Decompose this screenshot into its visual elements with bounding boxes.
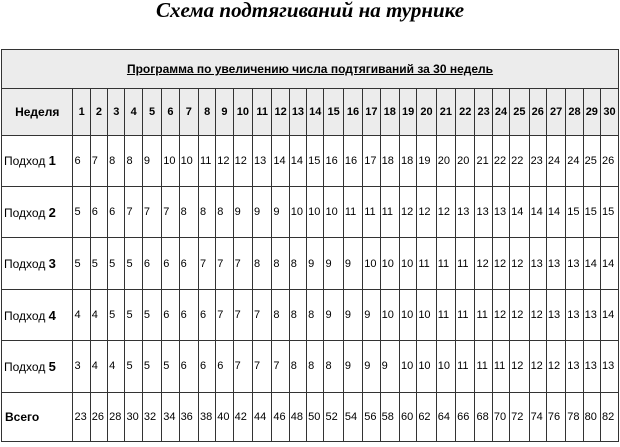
- week-number: 14: [307, 89, 324, 135]
- reps-cell: 5: [73, 238, 90, 289]
- reps-cell: 7: [90, 135, 107, 186]
- reps-cell: 4: [90, 289, 107, 340]
- reps-cell: 13: [546, 238, 565, 289]
- reps-cell: 19: [417, 135, 436, 186]
- reps-cell: 5: [125, 238, 142, 289]
- set-number: 4: [48, 307, 56, 323]
- reps-cell: 14: [510, 187, 529, 238]
- reps-cell: 10: [399, 341, 416, 392]
- total-cell: 52: [324, 392, 343, 441]
- reps-cell: 5: [90, 238, 107, 289]
- total-cell: 76: [546, 392, 565, 441]
- reps-cell: 12: [529, 341, 546, 392]
- reps-cell: 11: [198, 135, 215, 186]
- total-cell: 40: [216, 392, 233, 441]
- set-row: [2, 289, 619, 340]
- total-cell: 38: [198, 392, 215, 441]
- reps-cell: 12: [216, 135, 233, 186]
- total-cell: 72: [510, 392, 529, 441]
- reps-cell: 15: [307, 135, 324, 186]
- reps-cell: 10: [436, 341, 455, 392]
- total-cell: 26: [90, 392, 107, 441]
- reps-cell: 10: [179, 135, 198, 186]
- reps-cell: 25: [583, 135, 600, 186]
- total-cell: 44: [253, 392, 272, 441]
- reps-cell: 8: [253, 238, 272, 289]
- reps-cell: 11: [492, 341, 509, 392]
- reps-cell: 6: [179, 289, 198, 340]
- reps-cell: 12: [510, 238, 529, 289]
- reps-cell: 12: [492, 289, 509, 340]
- reps-cell: 7: [162, 187, 179, 238]
- total-cell: 36: [179, 392, 198, 441]
- reps-cell: 5: [73, 187, 90, 238]
- week-number: 20: [417, 89, 436, 135]
- reps-cell: 7: [233, 238, 252, 289]
- table-caption-cell: [2, 50, 619, 89]
- reps-cell: 13: [566, 238, 583, 289]
- reps-cell: 4: [108, 341, 125, 392]
- reps-cell: 7: [216, 238, 233, 289]
- reps-cell: 5: [125, 341, 142, 392]
- reps-cell: 9: [343, 341, 362, 392]
- reps-cell: 13: [566, 341, 583, 392]
- reps-cell: 9: [363, 341, 380, 392]
- table-caption: Программа по увеличению числа подтягиваний за 30 недель: [126, 62, 494, 77]
- reps-cell: 10: [399, 238, 416, 289]
- pullup-program-table: [1, 49, 619, 442]
- reps-cell: 20: [456, 135, 475, 186]
- set-label-cell: [2, 289, 73, 340]
- reps-cell: 13: [566, 289, 583, 340]
- reps-cell: 10: [417, 341, 436, 392]
- reps-cell: 14: [600, 238, 618, 289]
- reps-cell: 8: [289, 289, 306, 340]
- week-number: 22: [456, 89, 475, 135]
- week-number: 17: [363, 89, 380, 135]
- reps-cell: 10: [380, 289, 399, 340]
- reps-cell: 9: [380, 341, 399, 392]
- set-number: 2: [48, 204, 56, 220]
- reps-cell: 11: [456, 238, 475, 289]
- week-number: 30: [600, 89, 618, 135]
- reps-cell: 8: [216, 187, 233, 238]
- total-cell: 74: [529, 392, 546, 441]
- reps-cell: 11: [475, 341, 492, 392]
- week-number: 15: [324, 89, 343, 135]
- week-number: 18: [380, 89, 399, 135]
- total-cell: 60: [399, 392, 416, 441]
- reps-cell: 8: [289, 238, 306, 289]
- reps-cell: 12: [436, 187, 455, 238]
- week-number: 29: [583, 89, 600, 135]
- week-number: 21: [436, 89, 455, 135]
- week-number: 12: [272, 89, 289, 135]
- reps-cell: 13: [600, 341, 618, 392]
- set-label: Подход: [4, 154, 46, 169]
- reps-cell: 7: [272, 341, 289, 392]
- reps-cell: 7: [198, 238, 215, 289]
- reps-cell: 13: [492, 187, 509, 238]
- reps-cell: 26: [600, 135, 618, 186]
- reps-cell: 6: [198, 341, 215, 392]
- set-row: [2, 187, 619, 238]
- reps-cell: 6: [216, 341, 233, 392]
- reps-cell: 9: [253, 187, 272, 238]
- reps-cell: 22: [492, 135, 509, 186]
- week-number: 10: [233, 89, 252, 135]
- week-number: 7: [179, 89, 198, 135]
- total-label: Всего: [2, 392, 73, 441]
- reps-cell: 6: [90, 187, 107, 238]
- set-label-cell: [2, 135, 73, 186]
- reps-cell: 4: [73, 289, 90, 340]
- reps-cell: 7: [125, 187, 142, 238]
- total-cell: 62: [417, 392, 436, 441]
- reps-cell: 9: [272, 187, 289, 238]
- reps-cell: 11: [456, 289, 475, 340]
- reps-cell: 13: [546, 289, 565, 340]
- set-number: 1: [48, 153, 56, 169]
- reps-cell: 9: [324, 238, 343, 289]
- reps-cell: 15: [566, 187, 583, 238]
- reps-cell: 13: [456, 187, 475, 238]
- set-label: Подход: [4, 205, 46, 220]
- reps-cell: 9: [307, 238, 324, 289]
- reps-cell: 8: [307, 289, 324, 340]
- total-cell: 30: [125, 392, 142, 441]
- reps-cell: 6: [162, 289, 179, 340]
- reps-cell: 8: [272, 238, 289, 289]
- week-number: 27: [546, 89, 565, 135]
- reps-cell: 14: [600, 289, 618, 340]
- reps-cell: 12: [492, 238, 509, 289]
- reps-cell: 5: [125, 289, 142, 340]
- week-number: 28: [566, 89, 583, 135]
- reps-cell: 24: [566, 135, 583, 186]
- reps-cell: 22: [510, 135, 529, 186]
- reps-cell: 11: [456, 341, 475, 392]
- total-cell: 32: [142, 392, 161, 441]
- reps-cell: 13: [253, 135, 272, 186]
- reps-cell: 15: [600, 187, 618, 238]
- set-row: [2, 238, 619, 289]
- reps-cell: 9: [324, 289, 343, 340]
- reps-cell: 5: [142, 289, 161, 340]
- total-cell: 46: [272, 392, 289, 441]
- week-number: 4: [125, 89, 142, 135]
- reps-cell: 7: [253, 289, 272, 340]
- total-cell: 70: [492, 392, 509, 441]
- total-cell: 58: [380, 392, 399, 441]
- reps-cell: 12: [546, 341, 565, 392]
- week-number: 8: [198, 89, 215, 135]
- week-number: 25: [510, 89, 529, 135]
- reps-cell: 3: [73, 341, 90, 392]
- reps-cell: 10: [289, 187, 306, 238]
- reps-cell: 6: [198, 289, 215, 340]
- total-cell: 48: [289, 392, 306, 441]
- reps-cell: 9: [363, 289, 380, 340]
- caption-row: [2, 50, 619, 89]
- total-cell: 78: [566, 392, 583, 441]
- total-cell: 56: [363, 392, 380, 441]
- week-header-row: [2, 89, 619, 135]
- week-number: 16: [343, 89, 362, 135]
- reps-cell: 11: [436, 289, 455, 340]
- total-cell: 42: [233, 392, 252, 441]
- reps-cell: 17: [363, 135, 380, 186]
- reps-cell: 16: [343, 135, 362, 186]
- reps-cell: 15: [583, 187, 600, 238]
- total-cell: 28: [108, 392, 125, 441]
- reps-cell: 11: [343, 187, 362, 238]
- week-number: 24: [492, 89, 509, 135]
- reps-cell: 7: [216, 289, 233, 340]
- reps-cell: 8: [179, 187, 198, 238]
- week-number: 26: [529, 89, 546, 135]
- week-number: 23: [475, 89, 492, 135]
- reps-cell: 7: [142, 187, 161, 238]
- set-label-cell: [2, 238, 73, 289]
- reps-cell: 10: [380, 238, 399, 289]
- reps-cell: 8: [307, 341, 324, 392]
- week-number: 19: [399, 89, 416, 135]
- reps-cell: 11: [417, 238, 436, 289]
- set-row: [2, 341, 619, 392]
- reps-cell: 14: [289, 135, 306, 186]
- reps-cell: 5: [142, 341, 161, 392]
- reps-cell: 11: [475, 289, 492, 340]
- reps-cell: 12: [510, 341, 529, 392]
- total-cell: 34: [162, 392, 179, 441]
- reps-cell: 20: [436, 135, 455, 186]
- week-number: 13: [289, 89, 306, 135]
- reps-cell: 12: [417, 187, 436, 238]
- reps-cell: 5: [108, 238, 125, 289]
- reps-cell: 12: [233, 135, 252, 186]
- reps-cell: 24: [546, 135, 565, 186]
- total-cell: 54: [343, 392, 362, 441]
- total-cell: 66: [456, 392, 475, 441]
- reps-cell: 9: [343, 238, 362, 289]
- reps-cell: 9: [233, 187, 252, 238]
- total-cell: 23: [73, 392, 90, 441]
- page-title: Схема подтягиваний на турнике: [155, 0, 465, 22]
- reps-cell: 13: [583, 289, 600, 340]
- reps-cell: 14: [583, 238, 600, 289]
- total-cell: 68: [475, 392, 492, 441]
- reps-cell: 9: [343, 289, 362, 340]
- reps-cell: 12: [529, 289, 546, 340]
- reps-cell: 8: [108, 135, 125, 186]
- week-header-label: Неделя: [2, 89, 73, 135]
- reps-cell: 6: [162, 238, 179, 289]
- week-number: 2: [90, 89, 107, 135]
- set-label-cell: [2, 187, 73, 238]
- reps-cell: 7: [233, 289, 252, 340]
- week-number: 6: [162, 89, 179, 135]
- reps-cell: 16: [324, 135, 343, 186]
- reps-cell: 8: [125, 135, 142, 186]
- week-number: 1: [73, 89, 90, 135]
- reps-cell: 10: [363, 238, 380, 289]
- total-cell: 64: [436, 392, 455, 441]
- reps-cell: 6: [142, 238, 161, 289]
- total-cell: 82: [600, 392, 618, 441]
- reps-cell: 14: [272, 135, 289, 186]
- set-number: 5: [48, 358, 56, 374]
- reps-cell: 18: [380, 135, 399, 186]
- reps-cell: 12: [399, 187, 416, 238]
- reps-cell: 10: [307, 187, 324, 238]
- reps-cell: 6: [179, 238, 198, 289]
- reps-cell: 12: [510, 289, 529, 340]
- reps-cell: 10: [324, 187, 343, 238]
- reps-cell: 5: [162, 341, 179, 392]
- reps-cell: 8: [198, 187, 215, 238]
- total-row: [2, 392, 619, 441]
- total-cell: 50: [307, 392, 324, 441]
- total-cell: 80: [583, 392, 600, 441]
- reps-cell: 18: [399, 135, 416, 186]
- reps-cell: 7: [253, 341, 272, 392]
- week-number: 5: [142, 89, 161, 135]
- set-label-cell: [2, 341, 73, 392]
- reps-cell: 4: [90, 341, 107, 392]
- reps-cell: 8: [324, 341, 343, 392]
- reps-cell: 6: [108, 187, 125, 238]
- week-number: 9: [216, 89, 233, 135]
- reps-cell: 5: [108, 289, 125, 340]
- reps-cell: 8: [289, 341, 306, 392]
- reps-cell: 10: [399, 289, 416, 340]
- reps-cell: 10: [162, 135, 179, 186]
- reps-cell: 14: [546, 187, 565, 238]
- reps-cell: 14: [529, 187, 546, 238]
- reps-cell: 13: [529, 238, 546, 289]
- reps-cell: 10: [417, 289, 436, 340]
- reps-cell: 6: [179, 341, 198, 392]
- reps-cell: 13: [475, 187, 492, 238]
- reps-cell: 6: [73, 135, 90, 186]
- reps-cell: 11: [363, 187, 380, 238]
- set-row: [2, 135, 619, 186]
- reps-cell: 21: [475, 135, 492, 186]
- reps-cell: 12: [475, 238, 492, 289]
- reps-cell: 23: [529, 135, 546, 186]
- set-label: Подход: [4, 359, 46, 374]
- reps-cell: 8: [272, 289, 289, 340]
- reps-cell: 11: [380, 187, 399, 238]
- reps-cell: 13: [583, 341, 600, 392]
- week-number: 3: [108, 89, 125, 135]
- week-number: 11: [253, 89, 272, 135]
- set-label: Подход: [4, 257, 46, 272]
- set-label: Подход: [4, 308, 46, 323]
- reps-cell: 7: [233, 341, 252, 392]
- set-number: 3: [48, 256, 56, 272]
- reps-cell: 11: [436, 238, 455, 289]
- reps-cell: 9: [142, 135, 161, 186]
